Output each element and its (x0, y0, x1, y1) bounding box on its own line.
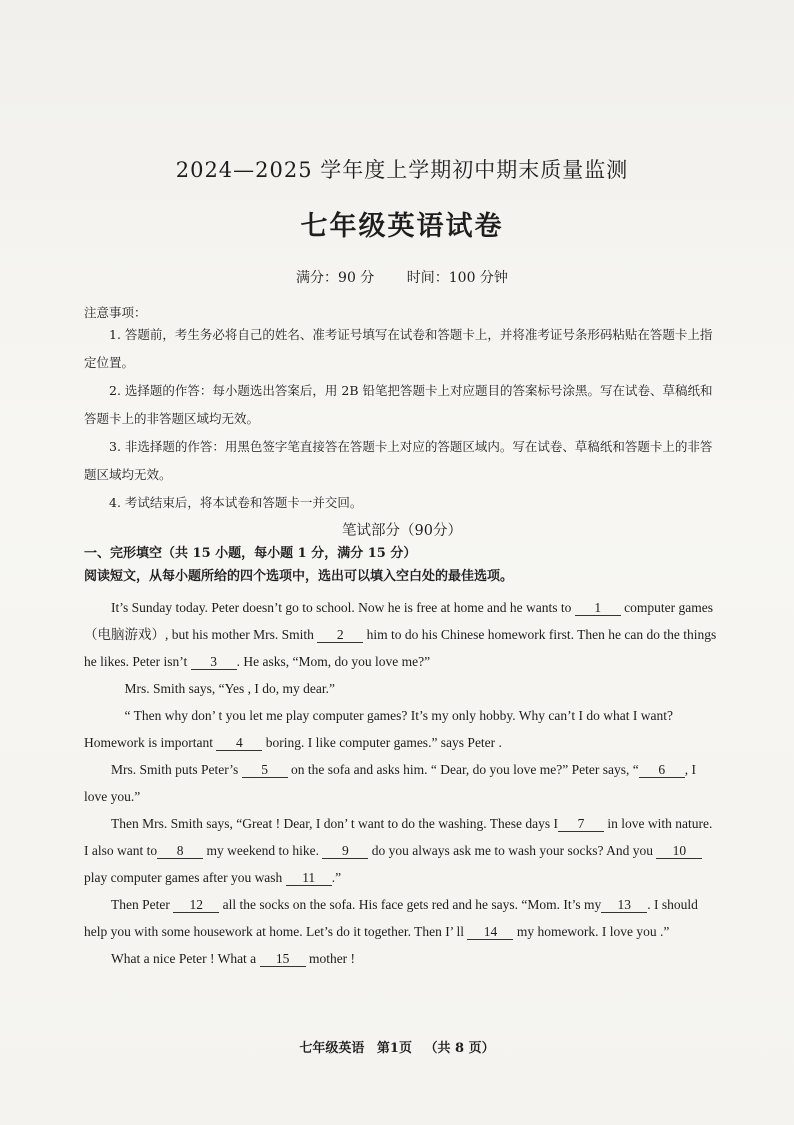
passage-paragraph (84, 945, 720, 972)
exam-subject-title: 七年级英语试卷 (300, 211, 504, 242)
section-title: 笔试部分（90分） (342, 523, 462, 539)
passage-text: my weekend to hike. (206, 843, 319, 858)
footer-page: 第1页 (376, 1041, 412, 1056)
blank-12: 12 (173, 897, 219, 913)
passage-text: him to do his Chinese homework first. Then he can do the things he likes. Peter isn’t (84, 627, 717, 669)
passage-paragraph (84, 810, 720, 891)
notice-list (84, 321, 720, 517)
blank-14: 14 (467, 924, 513, 940)
blank-4: 4 (216, 735, 262, 751)
notice-item: 1. 答题前，考生务必将自己的姓名、准考证号填写在试卷和答题卡上，并将准考证号条形码粘贴在答题卡上指定位置。 (84, 327, 713, 370)
exam-title: 2024—2025 学年度上学期初中期末质量监测 (175, 158, 629, 182)
exam-time: 时间：100 分钟 (406, 270, 508, 286)
passage-paragraph (84, 594, 720, 675)
exam-meta (84, 267, 720, 287)
passage-text: It’s Sunday today. Peter doesn’t go to school. Now he is free at home and he wants to (111, 600, 572, 615)
blank-10: 10 (656, 843, 702, 859)
notice-heading: 注意事项： (84, 305, 147, 320)
blank-8: 8 (157, 843, 203, 859)
full-score: 满分：90 分 (296, 270, 375, 286)
passage-paragraph (84, 675, 720, 702)
notice-item: 3. 非选择题的作答：用黑色签字笔直接答在答题卡上对应的答题区域内。写在试卷、草稿纸和答题卡上的非答题区域均无效。 (84, 439, 713, 482)
passage-paragraph (84, 756, 720, 810)
passage-paragraph (84, 702, 720, 756)
passage-text: on the sofa and asks him. “ Dear, do you love me?” Peter says, “ (291, 762, 639, 777)
notice-item: 4. 考试结束后，将本试卷和答题卡一并交回。 (109, 495, 363, 510)
blank-5: 5 (242, 762, 288, 778)
part-heading: 一、完形填空（共 15 小题，每小题 1 分，满分 15 分） (84, 546, 417, 561)
passage-text: Mrs. Smith puts Peter’s (111, 762, 239, 777)
footer-total: （共 8 页） (424, 1041, 495, 1056)
cloze-passage (84, 594, 720, 972)
notice-item: 2. 选择题的作答：每小题选出答案后，用 2B 铅笔把答题卡上对应题目的答案标号涂黑。写在试卷、草稿纸和答题卡上的非答题区域均无效。 (84, 383, 713, 426)
blank-15: 15 (260, 951, 306, 967)
passage-text: , I love you.” (84, 762, 696, 804)
blank-6: 6 (639, 762, 685, 778)
passage-text: do you always ask me to wash your socks? And you (371, 843, 653, 858)
passage-text: Then Mrs. Smith says, “Great ! Dear, I don’ t want to do the washing. These days I (111, 816, 558, 831)
page-footer (0, 1037, 794, 1056)
passage-text: Then Peter (111, 897, 170, 912)
passage-text: . I should help you with some housework at home. Let’s do it together. Then I’ ll (84, 897, 698, 939)
passage-text: computer games（电脑游戏）, but his mother Mrs. Smith (84, 600, 714, 642)
blank-9: 9 (322, 843, 368, 859)
passage-text: “ Then why don’ t you let me play computer games? It’s my only hobby. Why can’t I do what I want? Homework is important (84, 708, 673, 750)
blank-1: 1 (575, 600, 621, 616)
passage-text: Mrs. Smith says, “Yes , I do, my dear.” (124, 681, 335, 696)
blank-11: 11 (286, 870, 332, 886)
blank-3: 3 (191, 654, 237, 670)
passage-text: What a nice Peter ! What a (111, 951, 257, 966)
passage-text: all the socks on the sofa. His face gets red and he says. “Mom. It’s my (222, 897, 602, 912)
passage-paragraph (84, 891, 720, 945)
blank-2: 2 (317, 627, 363, 643)
footer-subject: 七年级英语 (299, 1041, 365, 1056)
passage-text: in love with nature. I also want to (84, 816, 713, 858)
passage-text: boring. I like computer games.” says Peter . (265, 735, 502, 750)
blank-7: 7 (558, 816, 604, 832)
passage-text: .” (331, 870, 342, 885)
passage-text: . He asks, “Mom, do you love me?” (236, 654, 431, 669)
part-instruction: 阅读短文，从每小题所给的四个选项中，选出可以填入空白处的最佳选项。 (84, 569, 514, 584)
passage-text: my homework. I love you .” (516, 924, 670, 939)
passage-text: play computer games after you wash (84, 870, 283, 885)
blank-13: 13 (601, 897, 647, 913)
passage-text: mother ! (308, 951, 356, 966)
